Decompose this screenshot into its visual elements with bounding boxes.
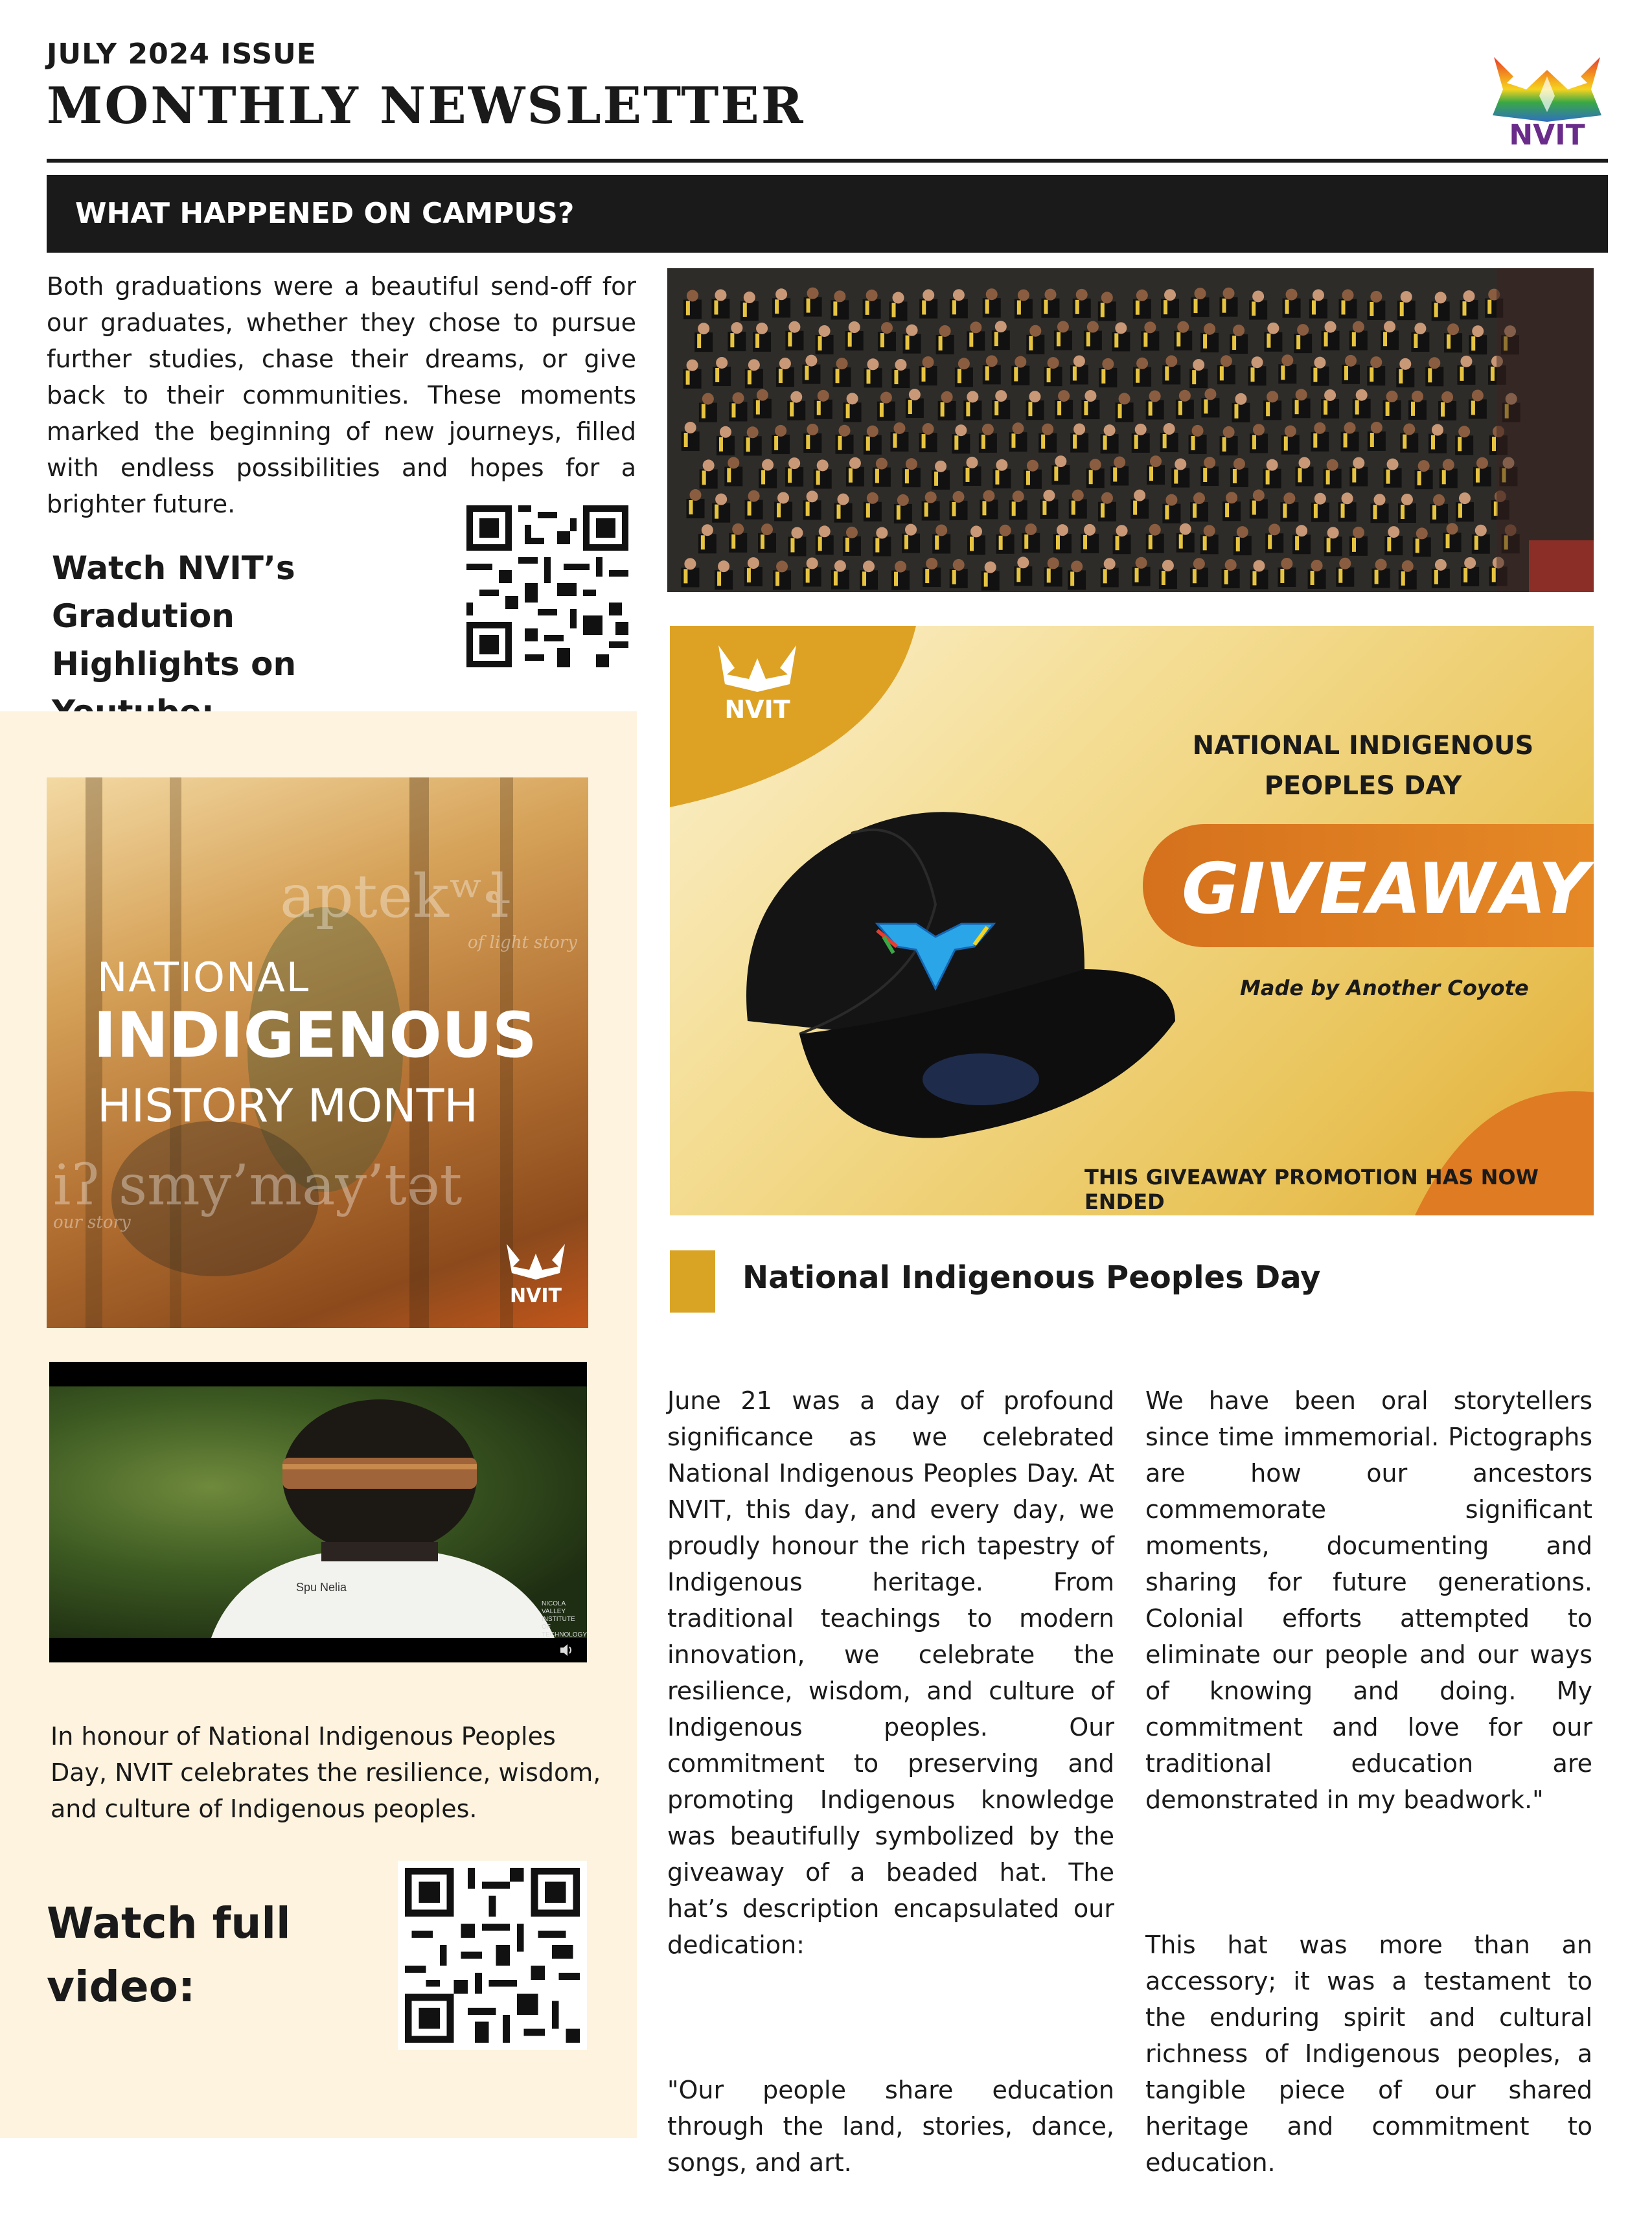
watch-graduation-line1: Watch NVIT’s Gradution bbox=[52, 549, 295, 635]
campus-paragraph: Both graduations were a beautiful send-off for our graduates, whether they chose to pursue further studies, chase their dreams, or give back to their communities. These moments marked the beginning of new journeys, filled with endless possibilities and hopes for a brighter future. bbox=[47, 272, 636, 518]
poster-word-indigenous: INDIGENOUS bbox=[93, 999, 537, 1072]
article-heading: National Indigenous Peoples Day bbox=[742, 1259, 1321, 1296]
header-rule bbox=[47, 159, 1608, 163]
thunderbird-logo-icon bbox=[709, 639, 806, 723]
giveaway-pill bbox=[1143, 824, 1594, 947]
giveaway-big-label: GIVEAWAY bbox=[1182, 849, 1589, 930]
watch-full-video-label bbox=[47, 1892, 291, 2019]
watch-full-video-line2: video: bbox=[47, 1962, 196, 2012]
article-col1-para1: June 21 was a day of profound significance as we celebrated National Indigenous Peoples Day. At NVIT, this day, and every day, we proudly honour the rich tapestry of Indigenous heritage. From traditional teachings to modern innovation, we celebrate the resilience, wisdom, and culture of Indigenous peoples. Our commitment to preserving and promoting Indigenous knowledge was beautifully symbolized by the giveaway of a beaded hat. The hat’s description encapsulated our dedication: bbox=[667, 1386, 1114, 1959]
article-column-1 bbox=[667, 1346, 1114, 2217]
watch-graduation-line2: Highlights on bbox=[52, 645, 297, 683]
article-col2-para1: We have been oral storytellers since time immemorial. Pictographs are how our ancestors commemorate significant moments, documenting and sharing for future generations. Colonial efforts attempted to eliminate our people and our ways of knowing and doing. My commitment and love for our traditional education are demonstrated in my beadwork." bbox=[1145, 1386, 1592, 1814]
poster-nvit-logo bbox=[500, 1237, 571, 1309]
video-player[interactable] bbox=[49, 1362, 587, 1662]
issue-label: JULY 2024 ISSUE bbox=[47, 38, 317, 71]
volume-icon[interactable] bbox=[558, 1642, 575, 1659]
beaded-hat-image bbox=[722, 775, 1188, 1164]
watch-full-video-line1: Watch full bbox=[47, 1898, 291, 1948]
section-title: WHAT HAPPENED ON CAMPUS? bbox=[75, 197, 575, 230]
giveaway-banner bbox=[670, 626, 1594, 1215]
section-bar bbox=[47, 175, 1608, 253]
thunderbird-logo-icon bbox=[1487, 51, 1607, 148]
giveaway-nvit-logo bbox=[709, 639, 806, 723]
giveaway-ended-label: THIS GIVEAWAY PROMOTION HAS NOW ENDED bbox=[1084, 1165, 1539, 1214]
giveaway-heading-line1: NATIONAL INDIGENOUS bbox=[1192, 731, 1534, 761]
graduation-qr-code[interactable] bbox=[466, 505, 628, 667]
svg-text:NVIT: NVIT bbox=[510, 1285, 562, 1307]
newsletter-title: MONTHLY NEWSLETTER bbox=[47, 76, 805, 135]
video-caption-right: NICOLA VALLEY INSTITUTE OF TECHNOLOGY bbox=[542, 1600, 587, 1638]
nvit-logo bbox=[1487, 51, 1607, 148]
poster-word-national: NATIONAL bbox=[97, 954, 310, 1001]
full-video-qr-code[interactable] bbox=[398, 1861, 587, 2050]
giveaway-heading bbox=[1162, 726, 1564, 806]
article-column-2 bbox=[1145, 1346, 1592, 2217]
poster-word-history-month: HISTORY MONTH bbox=[97, 1079, 478, 1132]
poster-overlay-top: aptekʷɬ bbox=[280, 862, 511, 931]
article-col1-para2: "Our people share education through the land, stories, dance, songs, and art. bbox=[667, 2076, 1114, 2177]
thunderbird-logo-icon bbox=[500, 1237, 571, 1309]
snapback-hat-illustration bbox=[722, 775, 1188, 1164]
poster-overlay-bottom-sub: our story bbox=[53, 1213, 131, 1232]
watch-graduation-label bbox=[52, 544, 453, 736]
video-caption-left: Spu Nelia bbox=[295, 1581, 347, 1594]
person-back-illustration bbox=[49, 1386, 587, 1638]
indigenous-history-month-poster bbox=[47, 777, 588, 1328]
svg-text:NVIT: NVIT bbox=[1509, 119, 1585, 148]
graduation-photo bbox=[667, 268, 1594, 592]
poster-overlay-top-sub: of light story bbox=[468, 933, 577, 952]
honour-paragraph: In honour of National Indigenous Peoples Day, NVIT celebrates the resilience, wisdom, and culture of Indigenous peoples. bbox=[51, 1722, 601, 1823]
graduation-crowd-illustration bbox=[667, 268, 1594, 592]
made-by-label: Made by Another Coyote bbox=[1240, 976, 1529, 1000]
article-heading-marker bbox=[670, 1250, 715, 1313]
poster-overlay-bottom: iʔ smy’may’tət bbox=[53, 1153, 463, 1218]
giveaway-heading-line2: PEOPLES DAY bbox=[1264, 771, 1462, 801]
article-col2-para2: This hat was more than an accessory; it was a testament to the enduring spirit and cultural richness of Indigenous peoples, a tangible piece of our shared heritage and commitment to education. bbox=[1145, 1931, 1592, 2177]
svg-text:NVIT: NVIT bbox=[724, 695, 790, 723]
video-frame bbox=[49, 1386, 587, 1638]
